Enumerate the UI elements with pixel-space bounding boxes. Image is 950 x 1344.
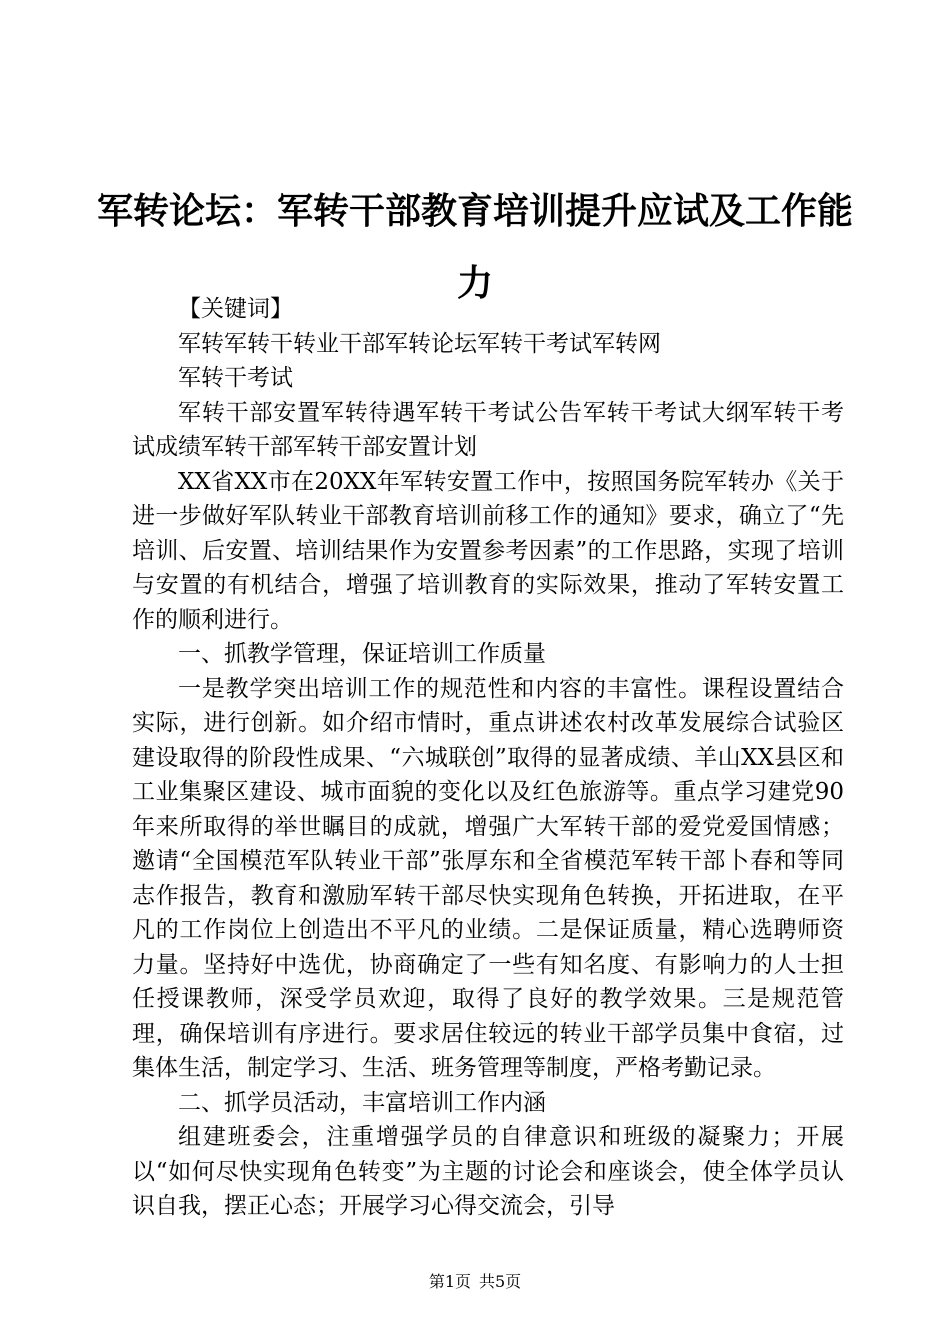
keyword-line: 军转干部安置军转待遇军转干考试公告军转干考试大纲军转干考试成绩军转干部军转干部安置计划 (132, 399, 844, 460)
keyword-heading: 【关键词】 (178, 296, 293, 322)
body-paragraph: 一是教学突出培训工作的规范性和内容的丰富性。课程设置结合实际，进行创新。如介绍市情时，重点讲述农村改革发展综合试验区建设取得的阶段性成果、“六城联创”取得的显著成绩、羊山XX县区和工业集聚区建设、城市面貌的变化以及红色旅游等。重点学习建党90年来所取得的举世瞩目的成就，增强广大军转干部的爱党爱国情感；邀请“全国模范军队转业干部”张厚东和全省模范军转干部卜春和等同志作报告，教育和激励军转干部尽快实现角色转换，开拓进取，在平凡的工作岗位上创造出不平凡的业绩。二是保证质量，精心选聘师资力量。坚持好中选优，协商确定了一些有知名度、有影响力的人士担任授课教师，深受学员欢迎，取得了良好的教学效果。三是规范管理，确保培训有序进行。要求居住较远的转业干部学员集中食宿，过集体生活，制定学习、生活、班务管理等制度，严格考勤记录。 (132, 675, 844, 1081)
keyword-line: 军转军转干转业干部军转论坛军转干考试军转网 (178, 330, 661, 357)
document-body (132, 292, 844, 1224)
page-total: 共5页 (479, 1272, 522, 1291)
body-paragraph: XX省XX市在20XX年军转安置工作中，按照国务院军转办《关于进一步做好军队转业干部教育培训前移工作的通知》要求，确立了“先培训、后安置、培训结果作为安置参考因素”的工作思路，实现了培训与安置的有机结合，增强了培训教育的实际效果，推动了军转安置工作的顺利进行。 (132, 468, 844, 633)
keyword-line: 军转干考试 (178, 365, 293, 391)
page-number: 第1页 (428, 1272, 471, 1291)
section-heading: 二、抓学员活动，丰富培训工作内涵 (178, 1089, 546, 1116)
page-footer (0, 1272, 950, 1292)
body-paragraph: 组建班委会，注重增强学员的自律意识和班级的凝聚力；开展以“如何尽快实现角色转变”为主题的讨论会和座谈会，使全体学员认识自我，摆正心态；开展学习心得交流会，引导 (132, 1124, 844, 1219)
document-title: 军转论坛：军转干部教育培训提升应试及工作能力 (96, 191, 853, 304)
section-heading: 一、抓教学管理，保证培训工作质量 (178, 641, 546, 667)
